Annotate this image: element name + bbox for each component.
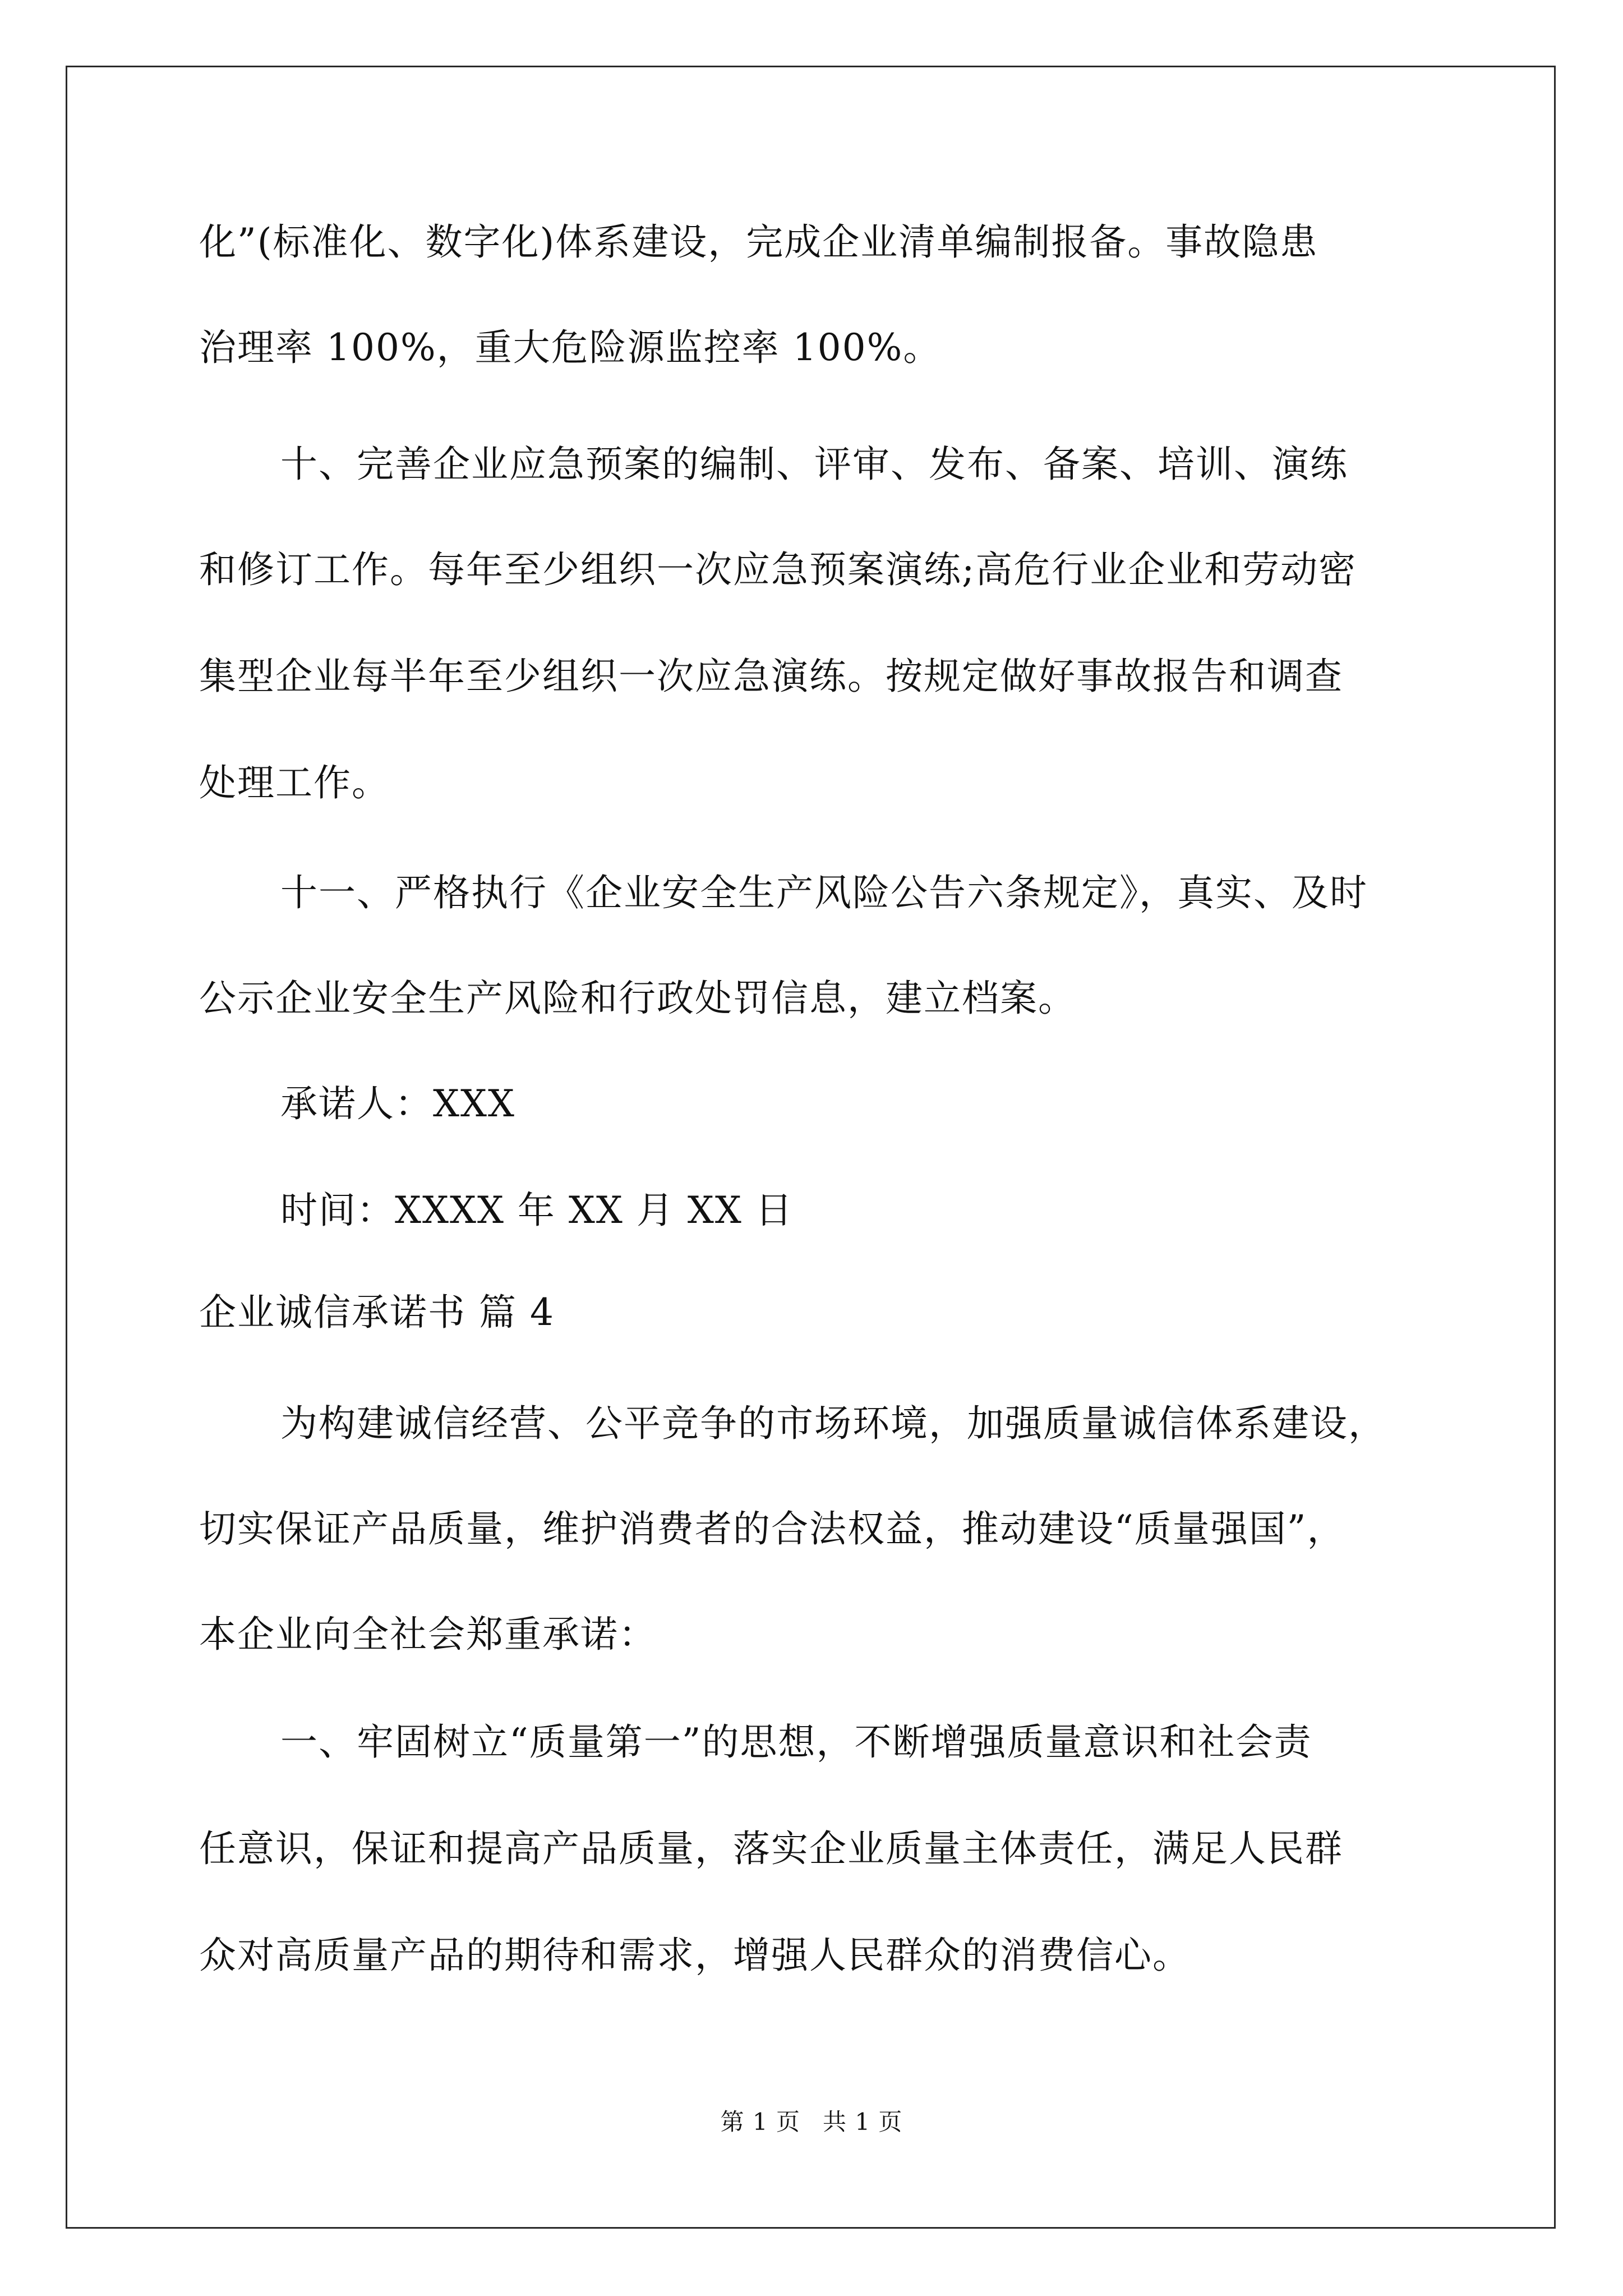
body-line: 十、完善企业应急预案的编制、评审、发布、备案、培训、演练: [280, 443, 1348, 486]
page-footer: [0, 2108, 1623, 2136]
body-line: 十一、严格执行《企业安全生产风险公告六条规定》，真实、及时: [280, 871, 1368, 914]
signatory-line: 承诺人：XXX: [280, 1082, 515, 1125]
date-line: 时间：XXXX 年 XX 月 XX 日: [280, 1189, 794, 1232]
body-line: 集型企业每半年至少组织一次应急演练。按规定做好事故报告和调查: [199, 655, 1343, 698]
page-number: 第 1 页: [720, 2108, 800, 2136]
body-line: 众对高质量产品的期待和需求，增强人民群众的消费信心。: [199, 1934, 1191, 1977]
body-line: 本企业向全社会郑重承诺：: [199, 1613, 657, 1656]
page-border: [66, 66, 1556, 2229]
page-total: 共 1 页: [823, 2108, 903, 2136]
section-heading: 企业诚信承诺书 篇 4: [199, 1291, 555, 1334]
body-line: 为构建诚信经营、公平竞争的市场环境，加强质量诚信体系建设，: [280, 1402, 1386, 1445]
body-line: 切实保证产品质量，维护消费者的合法权益，推动建设“质量强国”，: [199, 1507, 1345, 1550]
body-line: 和修订工作。每年至少组织一次应急预案演练;高危行业企业和劳动密: [199, 548, 1357, 591]
body-line: 化”(标准化、数字化)体系建设，完成企业清单编制报备。事故隐患: [199, 220, 1318, 264]
body-line: 公示企业安全生产风险和行政处罚信息，建立档案。: [199, 977, 1076, 1020]
body-line: 任意识，保证和提高产品质量，落实企业质量主体责任，满足人民群: [199, 1827, 1343, 1870]
body-line: 处理工作。: [199, 761, 390, 804]
body-line: 一、牢固树立“质量第一”的思想，不断增强质量意识和社会责: [280, 1720, 1312, 1764]
body-line: 治理率 100%，重大危险源监控率 100%。: [199, 326, 942, 369]
